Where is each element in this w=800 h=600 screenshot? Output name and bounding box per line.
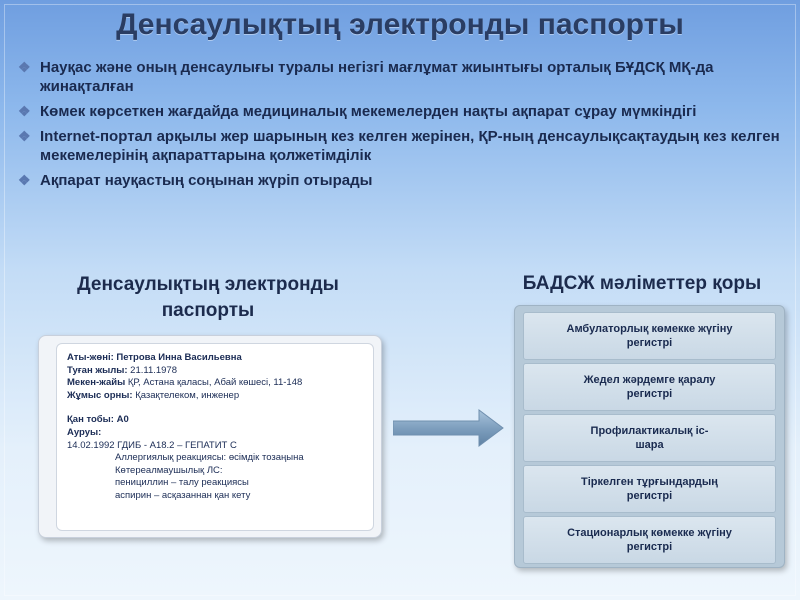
registry-item: Стационарлық көмекке жүгіну регистрі xyxy=(523,516,776,564)
bullet-text: Internet-портал арқылы жер шарының кез келген жерінен, ҚР-ның денсаулықсақтаудың кез келген мекемелерінің ақпараттарына қолжетімділік xyxy=(40,128,780,164)
passport-card: Аты-жөні: Петрова Инна Васильевна Туған жылы: 21.11.1978 Мекен-жайы ҚР, Астана қаласы, Абай көшесі, 11-148 Жұмыс орны: Қазақтелеком, инженер Қан тобы: А0 Ауруы: 14.02.1992 ГДИБ - А18.2 – ГЕПАТИТ С Аллергиялық реакциясы: өсімдік тозаңына Көтереалмаушылық ЛС: пенициллин – талу реакциясы аспирин – асқазаннан қан кету xyxy=(56,343,374,531)
registry-item: Профилактикалық іс- шара xyxy=(523,414,776,462)
bullet-item xyxy=(18,127,788,165)
registry-item: Амбулаторлық көмекке жүгіну регистрі xyxy=(523,312,776,360)
bullet-text: Көмек көрсеткен жағдайда медициналық мекемелерден нақты ақпарат сұрау мүмкіндігі xyxy=(40,103,697,120)
bullet-text: Науқас және оның денсаулығы туралы негізгі мағлұмат жиынтығы орталық БҰДСҚ МҚ-да жинақталған xyxy=(40,59,714,95)
passport-heading: Денсаулықтың электронды паспорты xyxy=(77,274,339,321)
database-heading: БАДСЖ мәліметтер қоры xyxy=(522,273,762,294)
registry-item: Жедел жәрдемге қаралу регистрі xyxy=(523,363,776,411)
diamond-bullet-icon: ❖ xyxy=(18,172,31,188)
slide-title: Денсаулықтың электронды паспорты xyxy=(116,8,684,41)
bullet-item xyxy=(18,171,788,190)
database-panel xyxy=(514,305,785,568)
diamond-bullet-icon: ❖ xyxy=(18,103,31,119)
bullet-item xyxy=(18,102,788,121)
diamond-bullet-icon: ❖ xyxy=(18,59,31,75)
bullet-item xyxy=(18,58,788,96)
diamond-bullet-icon: ❖ xyxy=(18,128,31,144)
right-arrow-icon xyxy=(393,408,505,448)
registry-item: Тіркелген тұрғындардың регистрі xyxy=(523,465,776,513)
bullet-list xyxy=(18,58,788,196)
bullet-text: Ақпарат науқастың соңынан жүріп отырады xyxy=(40,172,373,189)
